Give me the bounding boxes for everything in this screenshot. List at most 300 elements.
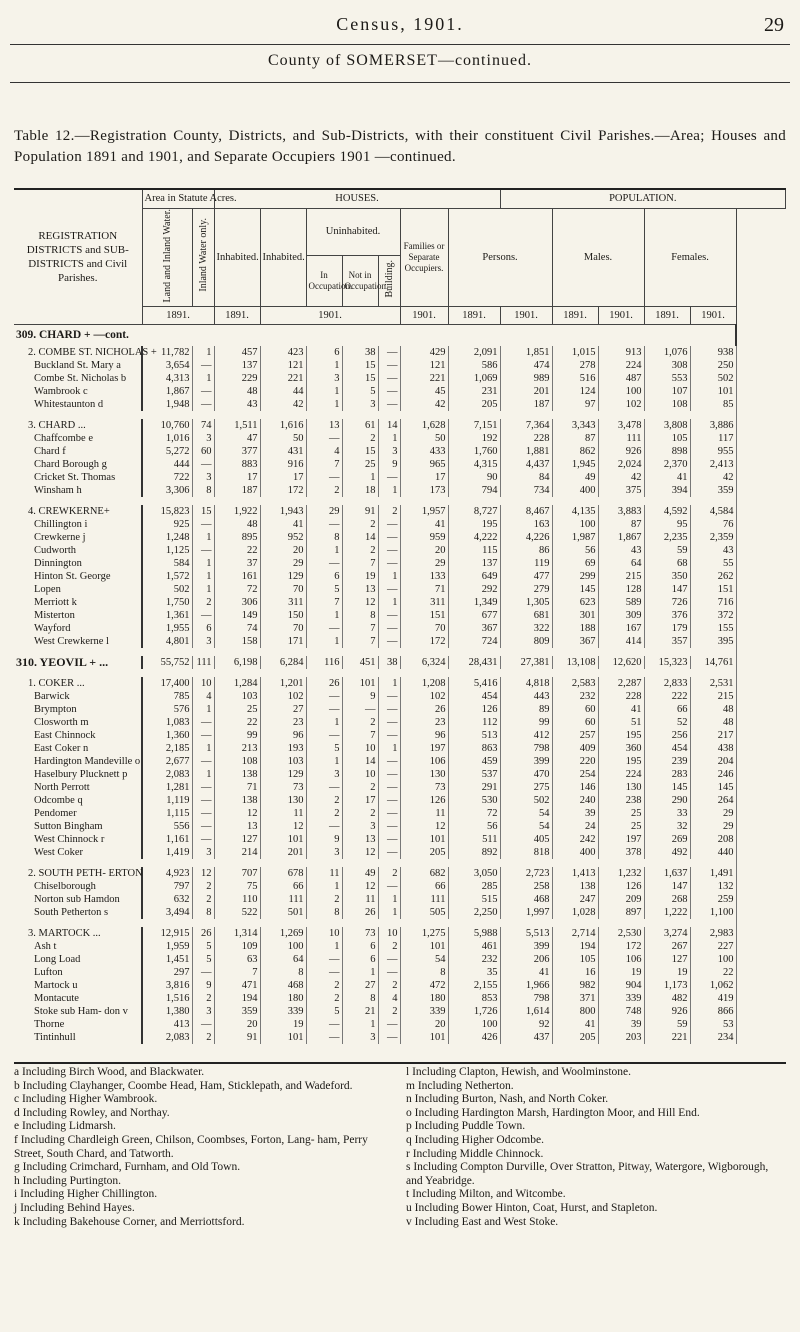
value-cell: 8 [306, 906, 342, 919]
value-cell: — [378, 953, 400, 966]
value-cell: 5 [192, 953, 214, 966]
value-cell: 256 [644, 729, 690, 742]
value-cell: 43 [598, 544, 644, 557]
col-females-1901: 1901. [690, 306, 736, 324]
value-cell: 12 [192, 867, 214, 880]
value-cell: 269 [644, 833, 690, 846]
value-cell: 955 [690, 445, 736, 458]
value-cell: 42 [260, 398, 306, 411]
value-cell: 1,922 [214, 505, 260, 518]
value-cell: 130 [260, 794, 306, 807]
value-cell: 25 [598, 820, 644, 833]
value-cell: 5 [306, 583, 342, 596]
value-cell: 224 [598, 768, 644, 781]
value-cell: 2 [192, 596, 214, 609]
value-cell: 106 [400, 755, 448, 768]
value-cell: 215 [690, 690, 736, 703]
value-cell: 1,516 [142, 992, 192, 1005]
value-cell: 1,222 [644, 906, 690, 919]
value-cell: 556 [142, 820, 192, 833]
row-label: Tintinhull [14, 1031, 142, 1044]
value-cell: 4,315 [448, 458, 500, 471]
table-row [14, 445, 786, 458]
value-cell: 1,248 [142, 531, 192, 544]
value-cell: — [378, 781, 400, 794]
value-cell: 433 [400, 445, 448, 458]
value-cell: 798 [500, 992, 552, 1005]
value-cell: 2,677 [142, 755, 192, 768]
value-cell: 59 [644, 1018, 690, 1031]
value-cell: — [306, 703, 342, 716]
value-cell: — [378, 385, 400, 398]
value-cell: 54 [500, 807, 552, 820]
value-cell: 267 [644, 940, 690, 953]
value-cell: 1,062 [690, 979, 736, 992]
value-cell: 3 [378, 445, 400, 458]
value-cell: 1 [342, 966, 378, 979]
value-cell: 50 [400, 432, 448, 445]
value-cell: 1,125 [142, 544, 192, 557]
value-cell: 522 [214, 906, 260, 919]
value-cell: — [306, 953, 342, 966]
value-cell: 25 [214, 703, 260, 716]
value-cell: 71 [400, 583, 448, 596]
value-cell: 350 [644, 570, 690, 583]
value-cell: 7 [342, 557, 378, 570]
value-cell: 431 [260, 445, 306, 458]
value-cell: 797 [142, 880, 192, 893]
value-cell: 19 [598, 966, 644, 979]
value-cell: 409 [552, 742, 598, 755]
value-cell: 395 [690, 635, 736, 648]
value-cell: 44 [260, 385, 306, 398]
value-cell: 800 [552, 1005, 598, 1018]
value-cell: 3,886 [690, 419, 736, 432]
value-cell: — [378, 635, 400, 648]
value-cell: — [192, 385, 214, 398]
value-cell: 5 [192, 940, 214, 953]
value-cell: 2,024 [598, 458, 644, 471]
value-cell: 291 [448, 781, 500, 794]
value-cell: 2 [342, 781, 378, 794]
value-cell: 205 [448, 398, 500, 411]
value-cell: 151 [690, 583, 736, 596]
value-cell: 285 [448, 880, 500, 893]
value-cell: 70 [260, 583, 306, 596]
value-cell: 15 [192, 505, 214, 518]
value-cell: 308 [644, 359, 690, 372]
value-cell: 12 [342, 880, 378, 893]
spacer-cell [14, 669, 736, 677]
value-cell: 2,155 [448, 979, 500, 992]
table-row [14, 927, 786, 940]
value-cell: 883 [214, 458, 260, 471]
value-cell: 1,119 [142, 794, 192, 807]
value-cell: 530 [448, 794, 500, 807]
value-cell: 2 [342, 716, 378, 729]
value-cell: 149 [214, 609, 260, 622]
value-cell: 275 [500, 781, 552, 794]
value-cell: 1,572 [142, 570, 192, 583]
value-cell: 471 [214, 979, 260, 992]
value-cell: 2 [192, 992, 214, 1005]
value-cell: 1,511 [214, 419, 260, 432]
value-cell: 1,451 [142, 953, 192, 966]
value-cell: 227 [690, 940, 736, 953]
value-cell: 12 [260, 820, 306, 833]
col-males: Males. [552, 208, 644, 306]
value-cell: 589 [598, 596, 644, 609]
value-cell: 4,584 [690, 505, 736, 518]
value-cell: 2 [378, 505, 400, 518]
value-cell: 173 [400, 484, 448, 497]
value-cell: 100 [552, 518, 598, 531]
value-cell: 8 [260, 966, 306, 979]
value-cell: 537 [448, 768, 500, 781]
footnote: r Including Middle Chinnock. [406, 1147, 544, 1160]
value-cell: — [378, 880, 400, 893]
col-water-label: Inland Water only. [197, 218, 209, 293]
value-cell: 108 [214, 755, 260, 768]
table-row [14, 583, 786, 596]
value-cell: 19 [342, 570, 378, 583]
value-cell: 69 [552, 557, 598, 570]
col-land [142, 208, 192, 306]
table-header [14, 190, 786, 324]
value-cell: 1,201 [260, 677, 306, 690]
value-cell: 2 [306, 794, 342, 807]
footnotes-left [14, 1066, 400, 1229]
value-cell: 3,343 [552, 419, 598, 432]
value-cell: — [378, 583, 400, 596]
col-houses-1891: 1891. [214, 306, 260, 324]
value-cell: 2,370 [644, 458, 690, 471]
row-label: Barwick [14, 690, 142, 703]
value-cell: 707 [214, 867, 260, 880]
value-cell: 3,494 [142, 906, 192, 919]
value-cell: 10 [342, 768, 378, 781]
row-label: Winsham h [14, 484, 142, 497]
row-label: Sutton Bingham [14, 820, 142, 833]
value-cell: 242 [552, 833, 598, 846]
value-cell: 21 [342, 1005, 378, 1018]
value-cell: 145 [690, 781, 736, 794]
value-cell: 109 [214, 940, 260, 953]
col-persons-1891: 1891. [448, 306, 500, 324]
value-cell: 41 [644, 471, 690, 484]
value-cell: 623 [552, 596, 598, 609]
value-cell: 12 [342, 846, 378, 859]
value-cell: 3,306 [142, 484, 192, 497]
footnote: v Including East and West Stoke. [406, 1215, 559, 1228]
value-cell: 17,400 [142, 677, 192, 690]
row-label: Norton sub Hamdon [14, 893, 142, 906]
value-cell: 221 [400, 372, 448, 385]
value-cell: 1,269 [260, 927, 306, 940]
value-cell: 1 [192, 742, 214, 755]
value-cell: 3 [342, 398, 378, 411]
footnotes-right [406, 1066, 786, 1229]
value-cell: 2,413 [690, 458, 736, 471]
value-cell: 4,222 [448, 531, 500, 544]
value-cell: 451 [342, 656, 378, 669]
value-cell: 2,185 [142, 742, 192, 755]
value-cell: 268 [644, 893, 690, 906]
value-cell: 2,083 [142, 1031, 192, 1044]
value-cell: — [378, 690, 400, 703]
value-cell: 105 [552, 953, 598, 966]
table-row [14, 458, 786, 471]
table-row [14, 880, 786, 893]
value-cell: 66 [400, 880, 448, 893]
col-building-label: Building. [383, 260, 395, 298]
value-cell: — [306, 1031, 342, 1044]
value-cell: 228 [500, 432, 552, 445]
footnote: s Including Compton Durville, Over Stratton, Pitway, Watergore, Wigborough, and Yeabridge. [406, 1161, 769, 1187]
value-cell: — [378, 846, 400, 859]
value-cell: 127 [214, 833, 260, 846]
footnote: l Including Clapton, Hewish, and Woolminstone. [406, 1066, 632, 1078]
value-cell: 2,091 [448, 346, 500, 359]
value-cell: 2 [192, 1031, 214, 1044]
value-cell: 726 [644, 596, 690, 609]
value-cell: 468 [500, 893, 552, 906]
value-cell: 26 [400, 703, 448, 716]
value-cell: 87 [598, 518, 644, 531]
value-cell: — [192, 544, 214, 557]
value-cell: 632 [142, 893, 192, 906]
value-cell: 584 [142, 557, 192, 570]
table-row [14, 690, 786, 703]
value-cell: 454 [644, 742, 690, 755]
value-cell: 96 [260, 729, 306, 742]
value-cell: 474 [500, 359, 552, 372]
value-cell: 2 [306, 807, 342, 820]
value-cell: 195 [598, 755, 644, 768]
value-cell: 85 [690, 398, 736, 411]
value-cell: 201 [260, 846, 306, 859]
value-cell: 1 [306, 755, 342, 768]
value-cell: 1 [192, 531, 214, 544]
value-cell: 1 [192, 372, 214, 385]
value-cell: 443 [500, 690, 552, 703]
table-row [14, 820, 786, 833]
value-cell: 412 [500, 729, 552, 742]
value-cell: 73 [342, 927, 378, 940]
value-cell: 1 [306, 385, 342, 398]
table-row [14, 906, 786, 919]
value-cell: — [192, 609, 214, 622]
row-label: West Coker [14, 846, 142, 859]
value-cell: 1 [192, 570, 214, 583]
value-cell: 229 [214, 372, 260, 385]
value-cell: 378 [598, 846, 644, 859]
value-cell: 7,151 [448, 419, 500, 432]
value-cell: — [378, 544, 400, 557]
value-cell: 515 [448, 893, 500, 906]
value-cell: 17 [342, 794, 378, 807]
table-row [14, 635, 786, 648]
value-cell: 221 [260, 372, 306, 385]
footnote: q Including Higher Odcombe. [406, 1133, 544, 1146]
value-cell: 231 [448, 385, 500, 398]
value-cell: 91 [342, 505, 378, 518]
value-cell: 1,028 [552, 906, 598, 919]
row-label: 309. CHARD + —cont. [14, 324, 736, 346]
value-cell: 22 [214, 544, 260, 557]
value-cell: 29 [690, 807, 736, 820]
value-cell: 111 [260, 893, 306, 906]
value-cell: 2 [306, 484, 342, 497]
value-cell: 197 [400, 742, 448, 755]
value-cell: 51 [598, 716, 644, 729]
value-cell: 60 [552, 716, 598, 729]
value-cell: — [378, 518, 400, 531]
value-cell: 1,997 [500, 906, 552, 919]
value-cell: 127 [644, 953, 690, 966]
value-cell: 1 [192, 346, 214, 359]
table-row [14, 992, 786, 1005]
value-cell: 1 [342, 1018, 378, 1031]
census-table-wrapper [14, 188, 786, 1064]
value-cell: 925 [142, 518, 192, 531]
value-cell: 1 [378, 432, 400, 445]
value-cell: 103 [214, 690, 260, 703]
value-cell: — [378, 1031, 400, 1044]
footnote: m Including Netherton. [406, 1079, 514, 1092]
col-population-group: POPULATION. [500, 190, 785, 208]
value-cell: — [378, 833, 400, 846]
row-label: East Chinnock [14, 729, 142, 742]
value-cell: 1 [378, 484, 400, 497]
value-cell: 1,349 [448, 596, 500, 609]
value-cell: 3 [192, 432, 214, 445]
value-cell: 48 [690, 716, 736, 729]
county-title: County of SOMERSET—continued. [267, 52, 533, 69]
value-cell: 73 [260, 781, 306, 794]
col-males-1901: 1901. [598, 306, 644, 324]
value-cell: 180 [400, 992, 448, 1005]
value-cell: 472 [400, 979, 448, 992]
running-title: Census, 1901. [336, 14, 464, 34]
value-cell: 74 [192, 419, 214, 432]
value-cell: 25 [342, 458, 378, 471]
value-cell: 423 [260, 346, 306, 359]
value-cell: 15,823 [142, 505, 192, 518]
value-cell: 13 [342, 833, 378, 846]
col-not-in-occupation: Not in Occupation. [342, 256, 378, 307]
value-cell: 8 [192, 906, 214, 919]
value-cell: 2 [342, 807, 378, 820]
col-houses-group: HOUSES. [214, 190, 500, 208]
value-cell: 1,281 [142, 781, 192, 794]
value-cell: 2,083 [142, 768, 192, 781]
value-cell: 117 [690, 432, 736, 445]
value-cell: 309 [598, 609, 644, 622]
table-row [14, 677, 786, 690]
value-cell: 222 [644, 690, 690, 703]
table-row [14, 346, 786, 359]
value-cell: 3 [306, 846, 342, 859]
spacer-cell [14, 411, 736, 419]
value-cell: 1 [306, 940, 342, 953]
footnote: i Including Higher Chillington. [14, 1188, 158, 1201]
value-cell: 63 [214, 953, 260, 966]
value-cell: 357 [644, 635, 690, 648]
value-cell: 50 [260, 432, 306, 445]
value-cell: 4 [378, 992, 400, 1005]
value-cell: 11,782 [142, 346, 192, 359]
value-cell: 586 [448, 359, 500, 372]
row-label: Misterton [14, 609, 142, 622]
footnote: u Including Bower Hinton, Coat, Hurst, and Stapleton. [406, 1201, 658, 1214]
value-cell: 24 [552, 820, 598, 833]
table-row [14, 703, 786, 716]
value-cell: 49 [552, 471, 598, 484]
value-cell: 2,287 [598, 677, 644, 690]
row-label: Pendomer [14, 807, 142, 820]
value-cell: 12 [342, 596, 378, 609]
value-cell: 1 [192, 703, 214, 716]
value-cell: 1 [306, 609, 342, 622]
value-cell: 130 [598, 781, 644, 794]
row-label: 3. CHARD ... [14, 419, 142, 432]
value-cell: 15,323 [644, 656, 690, 669]
value-cell: — [378, 703, 400, 716]
col-families-1901: 1901. [400, 306, 448, 324]
value-cell: 101 [260, 1031, 306, 1044]
table-row [14, 359, 786, 372]
value-cell: — [192, 458, 214, 471]
value-cell: 41 [500, 966, 552, 979]
value-cell: 1,945 [552, 458, 598, 471]
value-cell: 7 [214, 966, 260, 979]
value-cell: 4 [192, 690, 214, 703]
table-row [14, 622, 786, 635]
value-cell: 258 [500, 880, 552, 893]
value-cell: 59 [644, 544, 690, 557]
footnote: f Including Chardleigh Green, Chilson, Coombses, Forton, Lang- ham, Perry Street, South Chard, and Tatworth. [14, 1133, 368, 1160]
footnote: g Including Crimchard, Furnham, and Old Town. [14, 1161, 241, 1174]
value-cell: — [192, 807, 214, 820]
value-cell: 299 [552, 570, 598, 583]
row-label: West Chinnock r [14, 833, 142, 846]
value-cell: 12,915 [142, 927, 192, 940]
value-cell: 1,314 [214, 927, 260, 940]
value-cell: 137 [448, 557, 500, 570]
value-cell: 5,272 [142, 445, 192, 458]
value-cell: 311 [400, 596, 448, 609]
value-cell: 339 [598, 992, 644, 1005]
value-cell: 2,723 [500, 867, 552, 880]
table-body [14, 324, 786, 1044]
value-cell: 414 [598, 635, 644, 648]
value-cell: 1,957 [400, 505, 448, 518]
value-cell: 3 [192, 635, 214, 648]
value-cell: 15 [342, 372, 378, 385]
value-cell: 1,275 [400, 927, 448, 940]
row-label: Hardington Mandeville o [14, 755, 142, 768]
value-cell: — [378, 966, 400, 979]
value-cell: 3,654 [142, 359, 192, 372]
row-label: Odcombe q [14, 794, 142, 807]
value-cell: 866 [690, 1005, 736, 1018]
value-cell: 3 [192, 1005, 214, 1018]
value-cell: 279 [500, 583, 552, 596]
value-cell: 112 [448, 716, 500, 729]
value-cell: — [378, 372, 400, 385]
row-label: Stoke sub Ham- don v [14, 1005, 142, 1018]
